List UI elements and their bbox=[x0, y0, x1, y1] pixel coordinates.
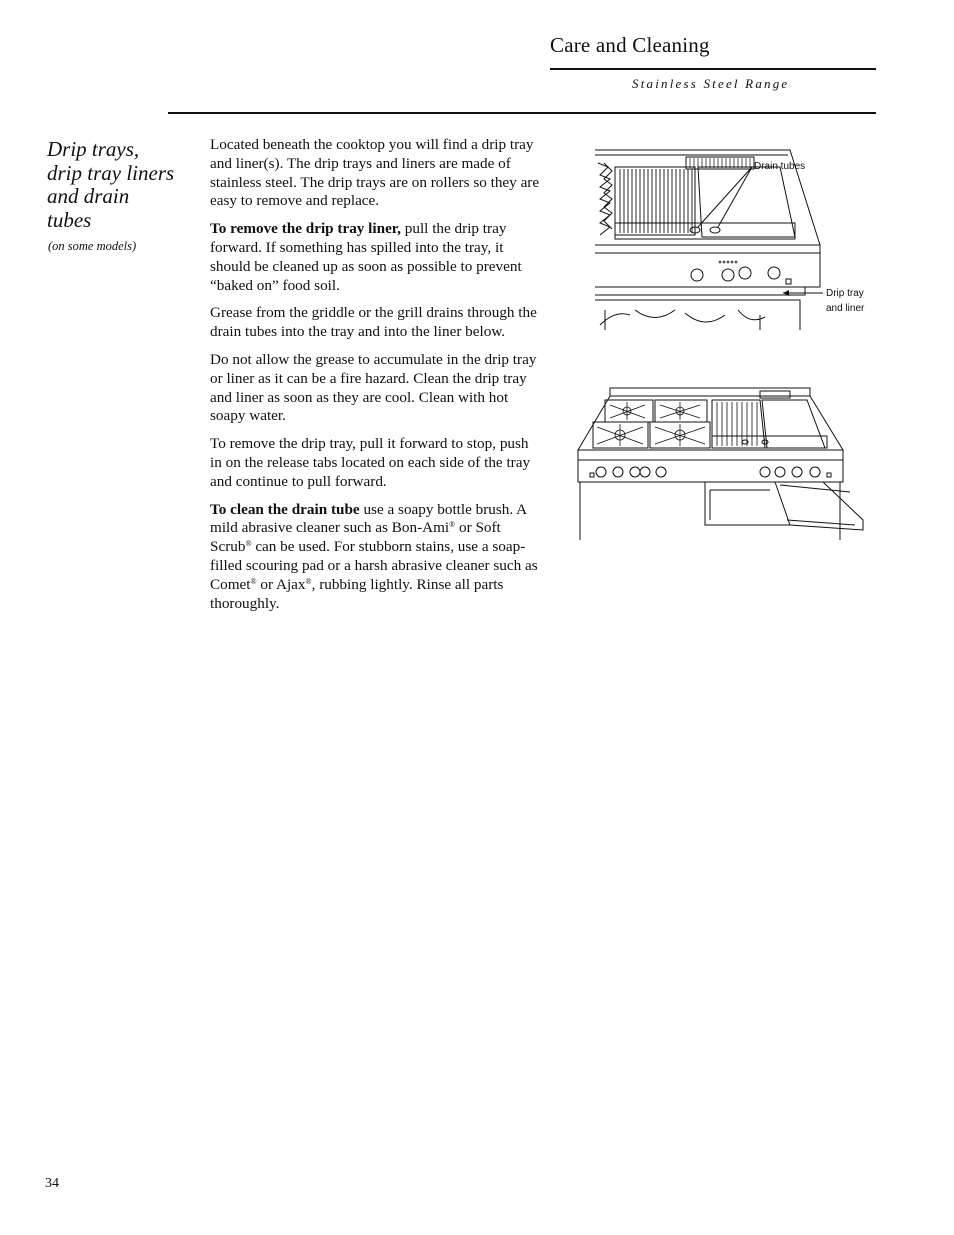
paragraph-text: use a soapy bottle brush. A mild abrasive cleaner such as Bon-Ami bbox=[210, 500, 527, 537]
paragraph-remove-liner bbox=[210, 220, 540, 295]
registered-mark: ® bbox=[449, 520, 456, 530]
paragraph-text: pull the drip tray forward. If something has spilled into the tray, it should be cleaned up as soon as possible to prevent “baked on” food soil. bbox=[210, 220, 522, 294]
registered-mark: ® bbox=[305, 576, 312, 586]
page-number: 34 bbox=[45, 1176, 59, 1191]
section-subtitle: Stainless Steel Range bbox=[632, 76, 790, 91]
paragraph-text: can be used. For stubborn stains, use a soap-filled scouring pad or a harsh abrasive cleaner such as Comet bbox=[210, 538, 538, 593]
registered-mark: ® bbox=[250, 576, 257, 586]
topic-note: (on some models) bbox=[48, 239, 137, 253]
paragraph-clean-drain-tube bbox=[210, 501, 540, 614]
body-text bbox=[210, 136, 540, 622]
paragraph-text: , rubbing lightly. Rinse all parts thoroughly. bbox=[210, 575, 504, 612]
paragraph-grease-drain: Grease from the griddle or the grill drains through the drain tubes into the tray and into the liner below. bbox=[210, 304, 537, 341]
paragraph-text: or Ajax bbox=[256, 575, 306, 593]
drain-tubes-label: Drain tubes bbox=[754, 161, 806, 172]
paragraph-text: or Soft Scrub bbox=[210, 519, 501, 556]
header-rule-long bbox=[168, 112, 876, 114]
topic-heading: Drip trays, drip tray liners and drain tubes bbox=[47, 137, 175, 232]
paragraph-remove-tray: To remove the drip tray, pull it forward to stop, push in on the release tabs located on each side of the tray and continue to pull forward. bbox=[210, 435, 531, 490]
paragraph-fire-hazard: Do not allow the grease to accumulate in the drip tray or liner as it can be a fire hazard. Clean the drip tray and liner as soon as they are cool. Clean with hot soapy water. bbox=[210, 350, 537, 425]
drip-tray-label: Drip tray and liner bbox=[826, 288, 865, 314]
bold-lead: To remove the drip tray liner, bbox=[210, 220, 401, 238]
header-rule-short bbox=[550, 68, 876, 70]
registered-mark: ® bbox=[245, 539, 252, 549]
paragraph-intro: Located beneath the cooktop you will find a drip tray and liner(s). The drip trays and liners are made of stainless steel. The drip trays are on rollers so they are easy to remove and replace. bbox=[210, 136, 540, 210]
bold-lead: To clean the drain tube bbox=[210, 500, 360, 518]
section-title: Care and Cleaning bbox=[550, 33, 710, 57]
range-drip-tray-illustration bbox=[575, 380, 870, 545]
